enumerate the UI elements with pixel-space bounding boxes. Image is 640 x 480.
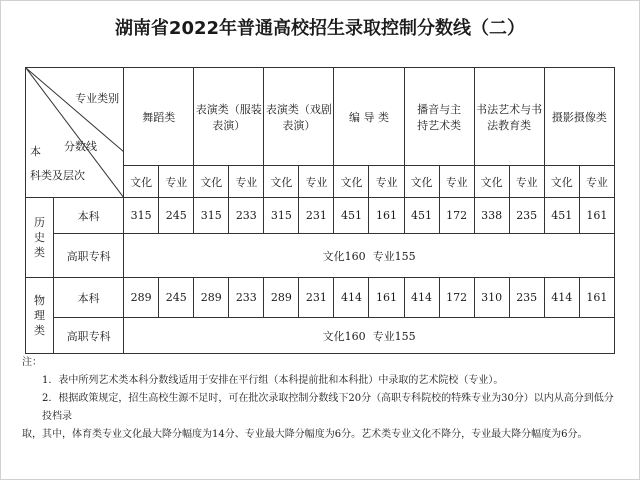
table-cell: 414 (334, 278, 369, 318)
row-label-undergrad: 本科 (54, 198, 124, 234)
sub-header-culture: 文化 (264, 166, 299, 198)
vocational-score-cell: 文化160 专业155 (124, 234, 615, 278)
table-cell: 161 (579, 198, 614, 234)
row-label-vocational: 高职专科 (54, 318, 124, 354)
table-cell: 245 (159, 278, 194, 318)
sub-header-culture: 文化 (474, 166, 509, 198)
col-header-calligraphy: 书法艺术与书 法教育类 (474, 68, 544, 166)
table-cell: 161 (579, 278, 614, 318)
score-table (25, 67, 615, 354)
col-header-directing: 编 导 类 (334, 68, 404, 166)
table-cell: 315 (194, 198, 229, 234)
table-cell: 245 (159, 198, 194, 234)
sub-header-culture: 文化 (544, 166, 579, 198)
col-header-photography: 摄影摄像类 (544, 68, 614, 166)
corner-score-line-label: 分数线 (64, 140, 97, 153)
corner-fragment: 本 (30, 145, 41, 158)
sub-header-major: 专业 (369, 166, 404, 198)
notes-section (22, 354, 618, 444)
corner-category-level-label: 科类及层次 (30, 169, 85, 182)
sub-header-major: 专业 (299, 166, 334, 198)
table-cell: 235 (509, 198, 544, 234)
table-cell: 161 (369, 198, 404, 234)
corner-major-type-label: 专业类别 (75, 92, 120, 105)
note-item: 取，其中，体育类专业文化最大降分幅度为14分、专业最大降分幅度为6分。艺术类专业文化不降分，专业最大降分幅度为6分。 (22, 429, 588, 440)
row-label-vocational: 高职专科 (54, 234, 124, 278)
table-cell: 310 (474, 278, 509, 318)
sub-header-major: 专业 (229, 166, 264, 198)
table-row (26, 278, 615, 318)
table-cell: 451 (404, 198, 439, 234)
table-cell: 289 (194, 278, 229, 318)
sub-header-culture: 文化 (194, 166, 229, 198)
table-cell: 315 (124, 198, 159, 234)
note-item: 2．根据政策规定，招生高校生源不足时，可在批次录取控制分数线下20分（高职专科院校的特殊专业为30分）以内从高分到低分投档录 (42, 393, 614, 422)
sub-header-culture: 文化 (404, 166, 439, 198)
table-cell: 231 (299, 278, 334, 318)
corner-header (26, 68, 124, 198)
sub-header-major: 专业 (159, 166, 194, 198)
sub-header-major: 专业 (509, 166, 544, 198)
vocational-score-cell: 文化160 专业155 (124, 318, 615, 354)
col-header-broadcasting: 播音与主 持艺术类 (404, 68, 474, 166)
sub-header-culture: 文化 (334, 166, 369, 198)
sub-header-culture: 文化 (124, 166, 159, 198)
group-label-physics: 物 理 类 (26, 278, 54, 354)
page-title: 湖南省2022年普通高校招生录取控制分数线（二） (114, 18, 526, 39)
table-row (26, 318, 615, 354)
table-cell: 233 (229, 278, 264, 318)
table-cell: 161 (369, 278, 404, 318)
table-cell: 338 (474, 198, 509, 234)
table-cell: 233 (229, 198, 264, 234)
table-row (26, 234, 615, 278)
table-cell: 289 (264, 278, 299, 318)
table-cell: 414 (544, 278, 579, 318)
col-header-fashion-performance: 表演类（服装 表演） (194, 68, 264, 166)
table-cell: 172 (439, 278, 474, 318)
table-cell: 235 (509, 278, 544, 318)
col-header-dance: 舞蹈类 (124, 68, 194, 166)
table-cell: 172 (439, 198, 474, 234)
notes-label: 注： (22, 357, 42, 368)
row-label-undergrad: 本科 (54, 278, 124, 318)
table-cell: 289 (124, 278, 159, 318)
col-header-drama-performance: 表演类（戏剧 表演） (264, 68, 334, 166)
table-cell: 414 (404, 278, 439, 318)
table-cell: 451 (544, 198, 579, 234)
sub-header-major: 专业 (439, 166, 474, 198)
table-cell: 451 (334, 198, 369, 234)
note-item: 1．表中所列艺术类本科分数线适用于安排在平行组（本科提前批和本科批）中录取的艺术院校（专业）。 (42, 375, 504, 386)
sub-header-major: 专业 (579, 166, 614, 198)
table-row (26, 198, 615, 234)
group-label-history: 历 史 类 (26, 198, 54, 278)
table-cell: 315 (264, 198, 299, 234)
table-cell: 231 (299, 198, 334, 234)
